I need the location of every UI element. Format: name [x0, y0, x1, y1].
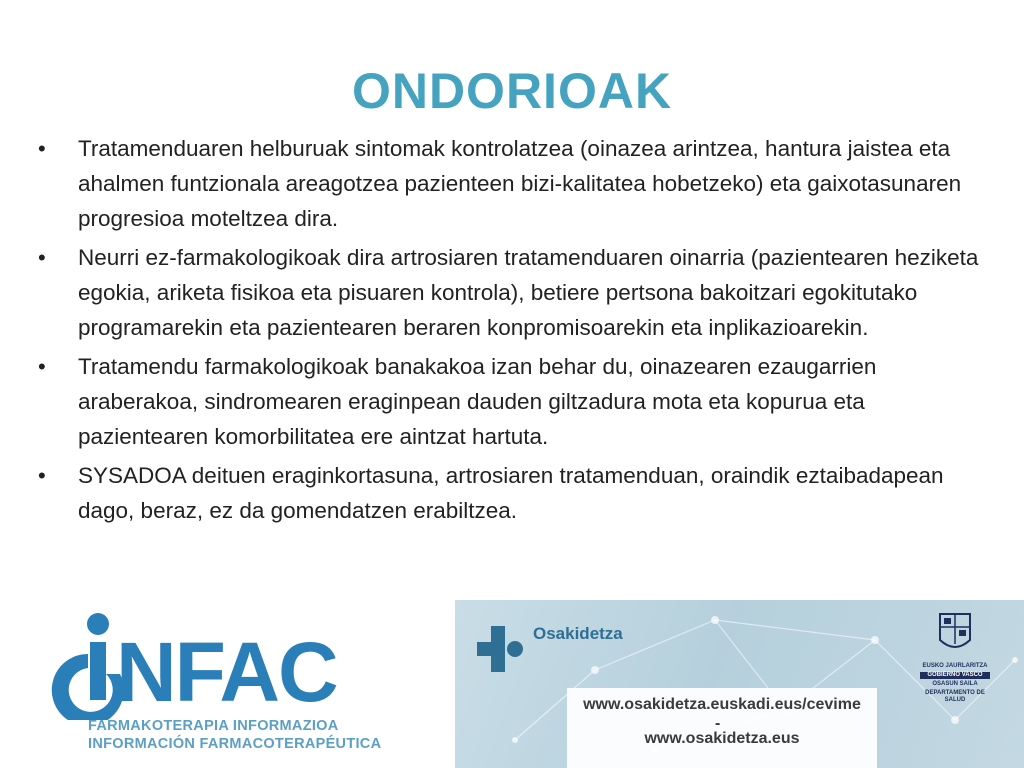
bullet-item [38, 458, 988, 528]
slide-title: ONDORIOAK [351, 62, 673, 119]
bullet-text: SYSADOA deituen eraginkortasuna, artrosiaren tratamenduan, oraindik eztaibadapean dago, beraz, ez da gomendatzen erabiltzea. [78, 463, 944, 523]
infac-logo [38, 610, 398, 760]
bullet-text: Tratamenduaren helburuak sintomak kontrolatzea (oinazea arintzea, hantura jaistea eta ahalmen funtzionala areagotzea pazienteen bizi-kalitatea hobetzeko) eta gaixotasunaren progresioa moteltzea dira. [78, 136, 962, 231]
department-eu: OSASUN SAILA [932, 681, 978, 687]
bullet-item [38, 349, 988, 454]
bullet-dot: • [38, 136, 46, 161]
department-es: DEPARTAMENTO DE SALUD [925, 690, 985, 703]
infac-subtitle-eu: FARMAKOTERAPIA INFORMAZIOA [88, 718, 339, 734]
osakidetza-url-link[interactable]: www.osakidetza.eus [644, 730, 800, 747]
bullet-item [38, 240, 988, 345]
url-box [567, 688, 877, 768]
bullet-text: Tratamendu farmakologikoak banakakoa izan behar du, oinazearen ezaugarrien araberakoa, sindromearen eraginpean dauden giltzadura mota eta kopurua eta pazientearen komorbilitatea ere aintzat hartuta. [78, 354, 877, 449]
bullet-item [38, 131, 988, 236]
osakidetza-logo-icon [473, 622, 527, 676]
coat-of-arms-icon [920, 610, 990, 656]
gov-name-es: GOBIERNO VASCO [920, 672, 990, 679]
bullet-dot: • [38, 463, 46, 488]
gov-name-eu: EUSKO JAURLARITZA [922, 663, 988, 669]
cevime-url-link[interactable]: www.osakidetza.euskadi.eus/cevime [583, 696, 861, 713]
infac-subtitle-es: INFORMACIÓN FARMACOTERAPÉUTICA [88, 736, 382, 752]
infac-wordmark: NFAC [116, 625, 337, 719]
url-separator: - [715, 715, 721, 732]
bullet-dot: • [38, 354, 46, 379]
bullet-text: Neurri ez-farmakologikoak dira artrosiaren tratamenduaren oinarria (pazientearen heziketa egokia, ariketa fisikoa eta pisuaren kontrola), betiere pertsona bakoitzari egokitutako programarekin eta pazientearen beraren konpromisoarekin eta inplikazioarekin. [78, 245, 979, 340]
basque-government-logo [920, 610, 990, 704]
bullet-dot: • [38, 245, 46, 270]
bullet-list [38, 131, 988, 532]
osakidetza-banner [455, 600, 1024, 768]
osakidetza-name: Osakidetza [533, 624, 623, 643]
